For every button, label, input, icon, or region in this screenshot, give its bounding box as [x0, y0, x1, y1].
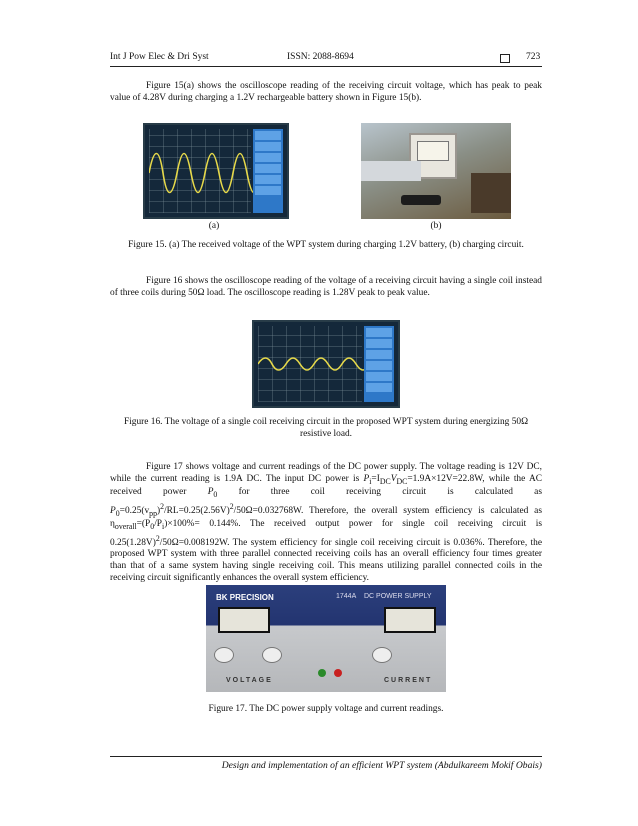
voltage-knob [214, 647, 234, 663]
footer-rule [110, 756, 542, 757]
caption-fig16: Figure 16. The voltage of a single coil receiving circuit in the proposed WPT system during energizing 50Ω resistive load. [123, 417, 529, 439]
scope-measure-panel [364, 326, 394, 402]
terminal-green [318, 669, 326, 677]
device-left [361, 161, 421, 181]
model-label: 1744A [336, 593, 357, 600]
footer-title: Design and implementation of an efficient WPT system (Abdulkareem Mokif Obais) [221, 760, 542, 771]
journal-name: Int J Pow Elec & Dri Syst [110, 52, 209, 62]
current-knob [372, 647, 392, 663]
page-number: 723 [526, 52, 541, 62]
dc-power-supply-photo [206, 585, 446, 692]
caption-fig17: Figure 17. The DC power supply voltage and current readings. [208, 704, 444, 714]
voltage-knob-fine [262, 647, 282, 663]
oscilloscope-image-16 [252, 320, 400, 408]
current-label: CURRENT [384, 677, 433, 684]
terminal-red [334, 669, 342, 677]
voltage-meter [218, 607, 270, 633]
paragraph-fig16: Figure 16 shows the oscilloscope reading of the voltage of a receiving circuit having a single coil instead of three coils during 50Ω load. The oscilloscope reading is 1.28V peak to peak value. [110, 276, 542, 298]
caption-fig15: Figure 15. (a) The received voltage of the WPT system during charging 1.2V battery, (b) charging circuit. [128, 240, 524, 250]
paragraph-fig17: Figure 17 shows voltage and current readings of the DC power supply. The voltage reading is 12V DC, while the current reading is 1.9A DC. The input DC power is $P_i=I_{DC}V_{DC}=1.9A\times 12V=22.8W$, while the AC received power $P_0$ for three coil receiving circuit is calculated as $P_0=0.25(v_{pp})^2/RL=0.25(2.56V)^2/50\Omega=0.032768W$. Therefore, the overall system efficiency is calculated as $\eta_{overall}=(P_0/P_i)\times 100\%= 0.144\%$. The received output power for single coil receiving circuit is $0.25(1.28V)^2/50\Omega=0.008192W$. The system efficiency for single coil receiving circuit is 0.036%. Therefore, the proposed WPT system with three parallel connected receiving coils has an overall efficiency four times greater than that of a same system having single receiving coil. This means utilizing parallel connected coils in the receiving circuit significantly enhances the overall system efficiency. [110, 462, 542, 583]
wires [471, 173, 511, 213]
psu-title: DC POWER SUPPLY [364, 593, 432, 600]
sine-wave-trace [149, 129, 259, 217]
checkbox-icon [500, 54, 510, 63]
sine-wave-trace [258, 326, 370, 406]
label-15a: (a) [208, 221, 220, 231]
charging-circuit-photo [361, 123, 511, 219]
issn: ISSN: 2088-8694 [287, 52, 354, 62]
current-meter [384, 607, 436, 633]
brand-label: BK PRECISION [216, 593, 274, 602]
label-15b: (b) [430, 221, 442, 231]
header-rule [110, 66, 542, 67]
paragraph-fig15: Figure 15(a) shows the oscilloscope reading of the receiving circuit voltage, which has peak to peak value of 4.28V during charging a 1.2V rechargeable battery shown in Figure 15(b). [110, 81, 542, 103]
battery [401, 195, 441, 205]
scope-measure-panel [253, 129, 283, 213]
oscilloscope-image-15a [143, 123, 289, 219]
voltage-label: VOLTAGE [226, 677, 273, 684]
